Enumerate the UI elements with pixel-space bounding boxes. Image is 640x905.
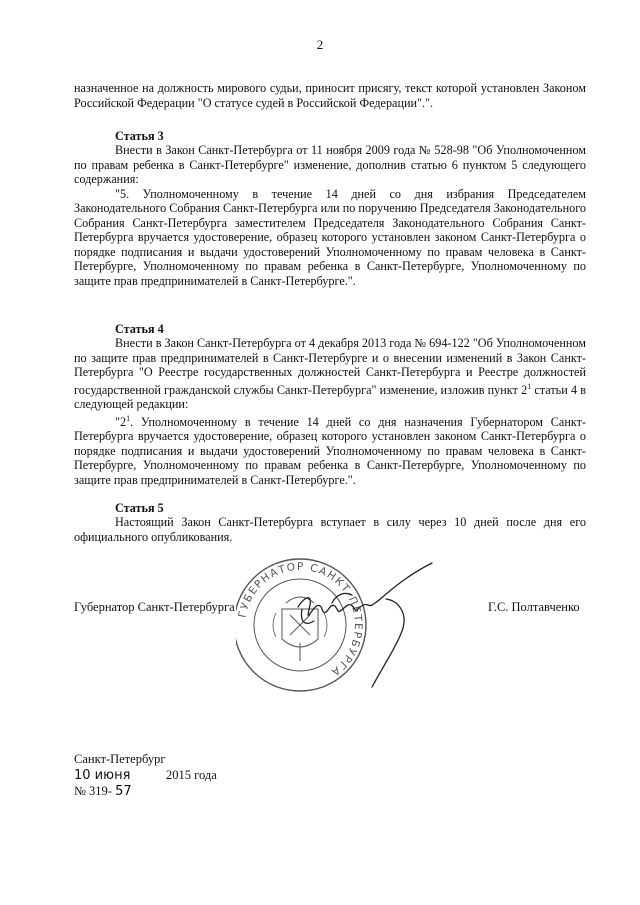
article-4-p2-superscript: 1: [126, 413, 131, 423]
article-3-paragraph-1: Внести в Закон Санкт-Петербурга от 11 ноября 2009 года № 528-98 "Об Уполномоченном по правам ребенка в Санкт-Петербурге" изменение, дополнив статью 6 пунктом 5 следующего содержания:: [74, 143, 586, 186]
intro-text: назначенное на должность мирового судьи, приносит присягу, текст которой установлен Законом Российской Федерации "О статусе судей в Российской Федерации".".: [74, 81, 586, 110]
footer-number: [74, 784, 132, 799]
article-5-body: [74, 515, 586, 544]
article-4-p1-text-a: Внести в Закон Санкт-Петербурга от 4 декабря 2013 года № 694-122 "Об Уполномоченном по защите прав предпринимателей в Санкт-Петербурге и о внесении изменений в Закон Санкт-Петербурга "О Реестре государственных должностей Санкт-Петербурга и Реестре должностей государственной гражданской службы Санкт-Петербурга" изменение, изложив пункт 2: [74, 336, 586, 397]
article-4-p1-superscript: 1: [527, 381, 532, 391]
article-3-heading: Статья 3: [115, 129, 164, 143]
article-4-p2-text-b: . Уполномоченному в течение 14 дней со дня назначения Губернатором Санкт-Петербурга вручается удостоверение, образец которого установлен законом Санкт-Петербурга о порядке подписания и выдачи удостоверений Уполномоченному по правам человека в Санкт-Петербурге, Уполномоченному по правам ребенка в Санкт-Петербурге, Уполномоченному по защите прав предпринимателей в Санкт-Петербурге.".: [74, 414, 586, 487]
article-4-paragraph-2: [74, 412, 586, 488]
page-number: 2: [316, 37, 324, 52]
signatory-position: Губернатор Санкт-Петербурга: [74, 600, 235, 614]
seal-icon: [236, 559, 366, 691]
intro-paragraph: [74, 81, 586, 110]
footer-date: [74, 768, 217, 783]
article-4-p2-text-a: "2: [115, 414, 127, 429]
footer-year: 2015 года: [166, 768, 217, 782]
official-seal-and-signature: [236, 555, 456, 705]
signatory-name: Г.С. Полтавченко: [488, 600, 580, 614]
article-4-heading: Статья 4: [115, 322, 164, 336]
article-4-paragraph-1: [74, 336, 586, 412]
article-5-paragraph-1: Настоящий Закон Санкт-Петербурга вступает в силу через 10 дней после дня его официального опубликования.: [74, 515, 586, 544]
article-3-paragraph-2: "5. Уполномоченному в течение 14 дней со дня избрания Председателем Законодательного Собрания Санкт-Петербурга или по поручению Председателя Законодательного Собрания Санкт-Петербурга заместителем Председателя Законодательного Собрания Санкт-Петербурга вручается удостоверение, образец которого установлен законом Санкт-Петербурга о порядке подписания и выдачи удостоверений Уполномоченному по правам человека в Санкт-Петербурге, Уполномоченному по правам ребенка в Санкт-Петербурге, Уполномоченному по защите прав предпринимателей в Санкт-Петербурге.".: [74, 186, 586, 288]
article-4-body: [74, 336, 586, 487]
footer-number-prefix: № 319-: [74, 784, 112, 798]
footer-day-month: 10 июня: [74, 768, 131, 783]
seal-ring-text: ГУБЕРНАТОР САНКТ-ПЕТЕРБУРГА: [236, 560, 365, 679]
footer-number-suffix: 57: [115, 784, 132, 799]
article-3-body: [74, 143, 586, 288]
article-5-heading: Статья 5: [115, 501, 164, 515]
footer-city: Санкт-Петербург: [74, 752, 166, 766]
article-4-p1-text-b: статьи 4 в следующей редакции:: [74, 382, 587, 412]
